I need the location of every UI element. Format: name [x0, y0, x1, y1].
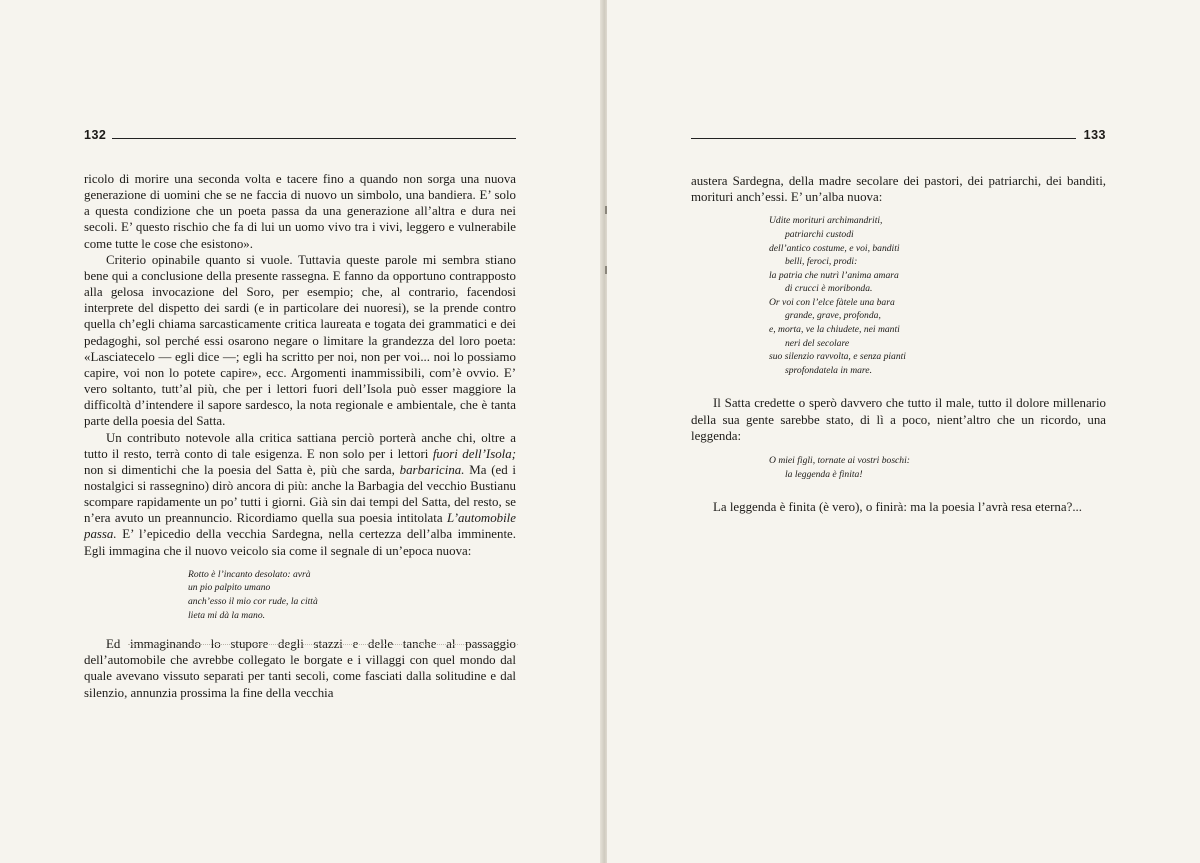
body-text: [84, 171, 516, 701]
page-number: 132: [84, 128, 107, 142]
margin-mark: [605, 206, 607, 214]
paragraph: Criterio opinabile quanto si vuole. Tuttavia queste parole mi sembra stiano bene qui a conclusione della presente rassegna. E fanno da opportuno contrapposto alla gelosa invocazione del Soro, per esempio; che, al contrario, facendosi interprete del dispetto dei sardi (e in particolare dei nuoresi), se la prende contro quella ch’egli chiama sarcasticamente critica laureata e togata dei grammatici e dei pedagoghi, sol perché essi osarono negare o limitare la grandezza del loro poeta: «Lasciatecelo — egli dice —; egli ha scritto per noi, non per voi... noi lo possiamo capire, voi non lo potete capire», ecc. Argomenti inammissibili, com’è ovvio. E’ vero soltanto, tutt’al più, che per i lettori fuori dell’Isola può esser maggiore la difficoltà d’intendere il sapore sardesco, la nota regionale e ambientale, che è tanta parte della poesia del Satta.: [84, 252, 516, 429]
verse-line: la leggenda è finita!: [785, 468, 863, 480]
verse-quote: [691, 454, 1106, 481]
margin-mark: [605, 266, 607, 274]
verse-line: Rotto è l’incanto desolato: avrà: [188, 568, 311, 580]
paragraph: Ed immaginando lo stupore degli stazzi e delle tanche al passaggio dell’automobile che avrebbe collegato le borgate e i villaggi con quel mondo dal quale avevano vissuto separati per tanti secoli, come fasciati dalla solitudine e dal silenzio, annunzia prossima la fine della vecchia: [84, 637, 516, 700]
verse-line: belli, feroci, prodi:: [785, 256, 858, 268]
verse-line: di crucci è moribonda.: [785, 283, 873, 295]
paragraph: Il Satta credette o sperò davvero che tutto il male, tutto il dolore millenario della sua gente sarebbe stato, di lì a poco, nient’altro che un ricordo, una leggenda:: [691, 396, 1106, 443]
verse-line: patriarchi custodi: [785, 228, 854, 240]
verse-line: un pio palpito umano: [188, 582, 271, 594]
paragraph: La leggenda è finita (è vero), o finirà: ma la poesia l’avrà resa eterna?...: [713, 500, 1082, 515]
verse-line: suo silenzio ravvolta, e senza pianti: [769, 351, 906, 363]
header-rule: [112, 138, 516, 139]
paragraph: ricolo di morire una seconda volta e tacere fino a quando non sorga una nuova generazione di uomini che se ne faccia di nuovo un simbolo, una bandiera. E’ solo a questa condizione che un poeta passa da una generazione all’altra e dura nei secoli. E’ questo rischio che fa di lui un uomo vivo tra i vivi, leggero e vulnerabile come tutte le cose che esistono».: [84, 172, 516, 251]
verse-line: Or voi con l’elce fàtele una bara: [769, 296, 895, 308]
verse-line: dell’antico costume, e voi, banditi: [769, 242, 900, 254]
verse-line: la patria che nutrì l’anima amara: [769, 269, 899, 281]
italic-phrase: barbaricina.: [399, 462, 465, 477]
header-rule: [691, 138, 1076, 139]
bleed-through-line: [128, 644, 518, 646]
verse-quote: [84, 568, 516, 622]
page-header: [84, 128, 516, 144]
right-page: [607, 0, 1200, 863]
verse-quote: [691, 214, 1106, 377]
paragraph: austera Sardegna, della madre secolare dei pastori, dei patriarchi, dei banditi, morituri anch’essi. E’ un’alba nuova:: [691, 174, 1106, 205]
verse-line: sprofondatela in mare.: [785, 364, 872, 376]
verse-line: e, morta, ve la chiudete, nei manti: [769, 324, 900, 336]
verse-line: anch’esso il mio cor rude, la città: [188, 595, 318, 607]
page-number: 133: [1083, 128, 1106, 142]
verse-line: grande, grave, profonda,: [785, 310, 881, 322]
verse-line: neri del secolare: [785, 337, 850, 349]
verse-line: Udite morituri archimandriti,: [769, 215, 883, 227]
verse-line: O miei figli, tornate ai vostri boschi:: [769, 454, 910, 466]
verse-line: lieta mi dà la mano.: [188, 609, 266, 621]
italic-phrase: fuori dell’Isola;: [432, 446, 516, 461]
italic-title: L’automobile passa.: [84, 511, 516, 542]
page-header: [691, 128, 1106, 144]
body-text: [691, 173, 1106, 515]
paragraph: Un contributo notevole alla critica sattiana perciò porterà anche chi, oltre a tutto il resto, terrà conto di tale esigenza. E non solo per i lettori fuori dell’Isola; non si dimentichi che la poesia del Satta è, più che sarda, barbaricina. Ma (ed i nostalgici si rassegnino) dirò ancora di più: anche la Barbagia del vecchio Bustianu scompare rapidamente un po’ tutti i giorni. Già sin dai tempi del Satta, del resto, se n’era avuto un preannuncio. Ricordiamo quella sua poesia intitolata L’automobile passa. E’ l’epicedio della vecchia Sardegna, nella certezza dell’alba imminente. Egli immagina che il nuovo veicolo sia come il segnale di un’epoca nuova:: [84, 430, 517, 558]
